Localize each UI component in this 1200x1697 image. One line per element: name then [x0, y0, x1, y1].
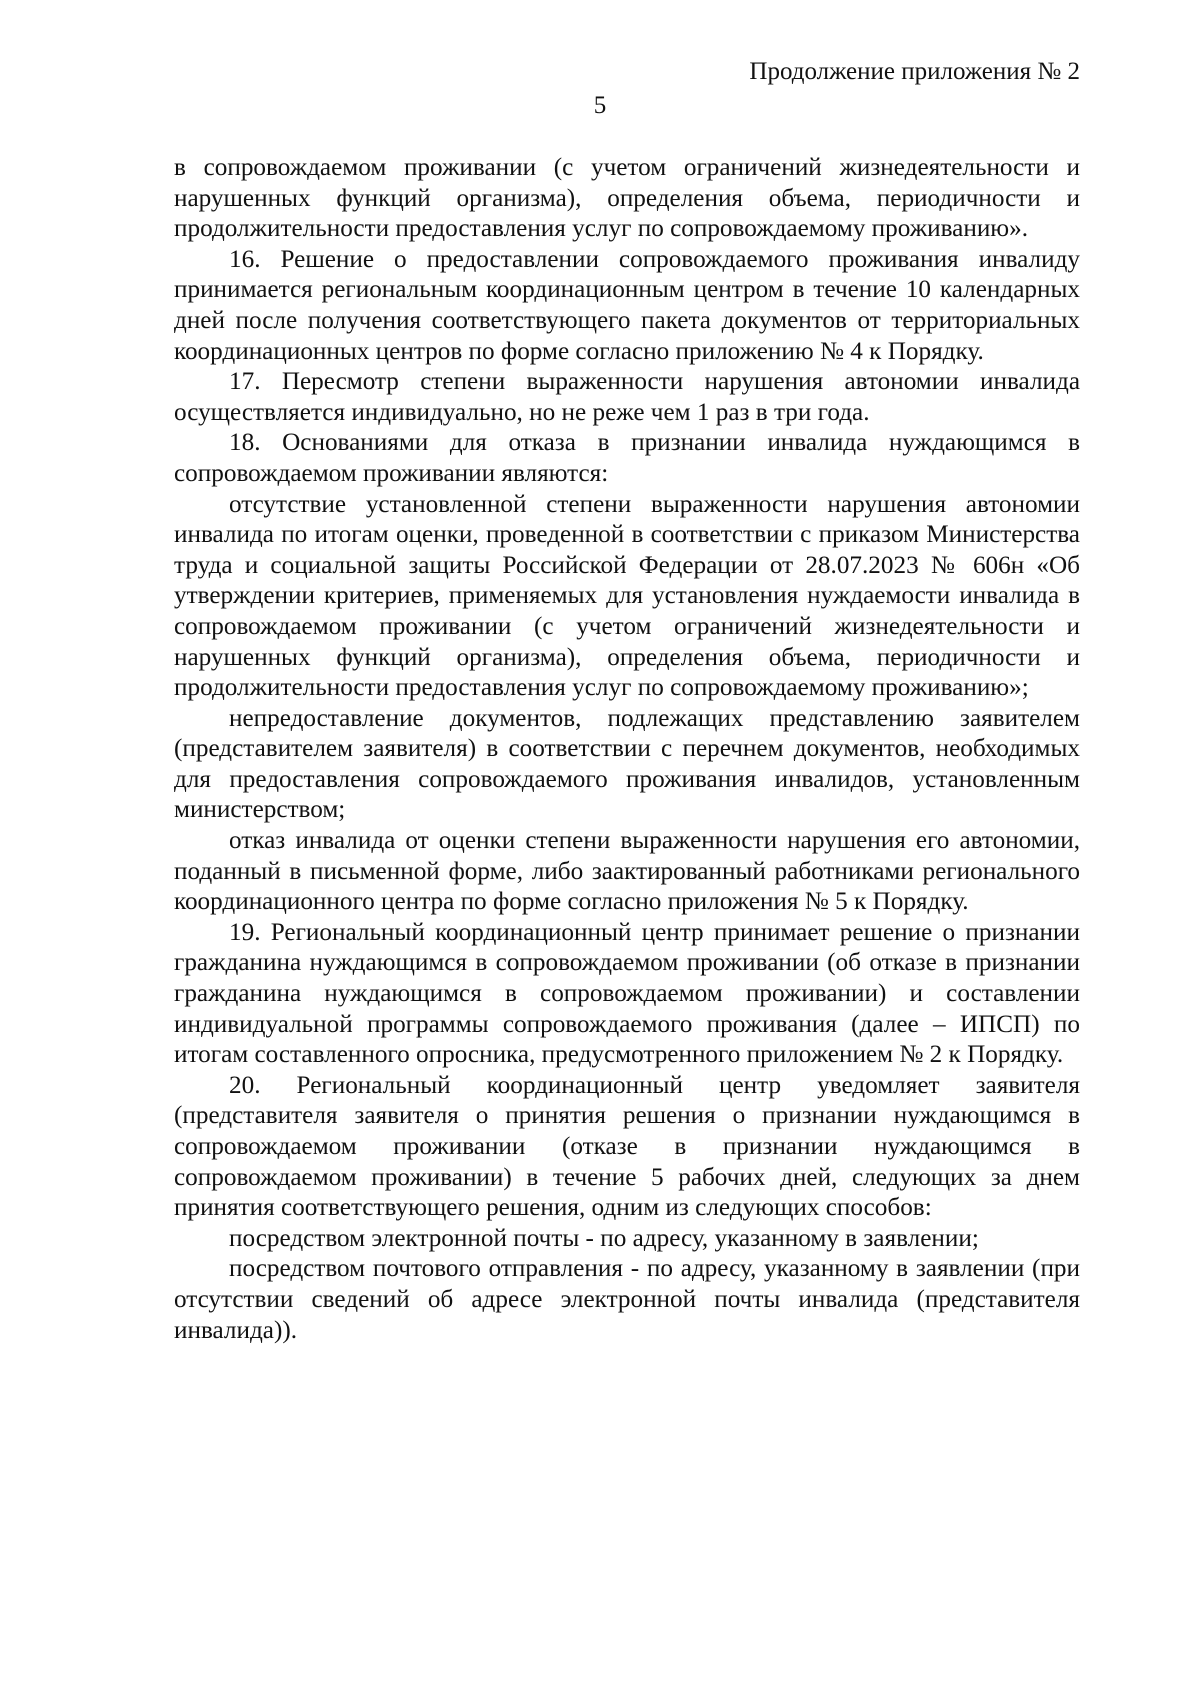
paragraph-refusal-ground-2: непредоставление документов, подлежащих представлению заявителем (представителем заявителя) в соответствии с перечнем документов, необходимых для предоставления сопровождаемого проживания инвалидов, установленным министерством; — [174, 704, 1080, 824]
paragraph-item-17: 17. Пересмотр степени выраженности нарушения автономии инвалида осуществляется индивидуально, но не реже чем 1 раз в три года. — [174, 368, 1080, 426]
page-number: 5 — [593, 92, 607, 119]
paragraph-item-16: 16. Решение о предоставлении сопровождаемого проживания инвалиду принимается региональным координационным центром в течение 10 календарных дней после получения соответствующего пакета документов от территориальных координационных центров по форме согласно приложению № 4 к Порядку. — [174, 245, 1080, 365]
paragraph-notify-method-email: посредством электронной почты - по адресу, указанному в заявлении; — [229, 1224, 979, 1252]
paragraph-item-20: 20. Региональный координационный центр уведомляет заявителя (представителя заявителя о принятия решения о признании нуждающимся в сопровождаемом проживании (отказе в признании нуждающимся в сопровождаемом проживании) в течение 5 рабочих дней, следующих за днем принятия соответствующего решения, одним из следующих способов: — [174, 1071, 1080, 1222]
document-body — [174, 153, 1080, 1346]
paragraph-refusal-ground-3: отказ инвалида от оценки степени выраженности нарушения его автономии, поданный в письменной форме, либо заактированный работниками регионального координационного центра по форме согласно приложения № 5 к Порядку. — [174, 827, 1080, 916]
appendix-continuation-note: Продолжение приложения № 2 — [749, 58, 1080, 85]
paragraph-refusal-ground-1: отсутствие установленной степени выраженности нарушения автономии инвалида по итогам оценки, проведенной в соответствии с приказом Министерства труда и социальной защиты Российской Федерации от 28.07.2023 № 606н «Об утверждении критериев, применяемых для установления нуждаемости инвалида в сопровождаемом проживании (с учетом ограничений жизнедеятельности и нарушенных функций организма), определения объема, периодичности и продолжительности предоставления услуг по сопровождаемому проживанию»; — [174, 490, 1080, 702]
paragraph-item-19: 19. Региональный координационный центр принимает решение о признании гражданина нуждающимся в сопровождаемом проживании (об отказе в признании гражданина нуждающимся в сопровождаемом проживании) и составлении индивидуальной программы сопровождаемого проживания (далее – ИПСП) по итогам составленного опросника, предусмотренного приложением № 2 к Порядку. — [174, 918, 1080, 1069]
paragraph-notify-method-post: посредством почтового отправления - по адресу, указанному в заявлении (при отсутствии сведений об адресе электронной почты инвалида (представителя инвалида)). — [174, 1255, 1080, 1344]
paragraph-continuation: в сопровождаемом проживании (с учетом ограничений жизнедеятельности и нарушенных функций организма), определения объема, периодичности и продолжительности предоставления услуг по сопровождаемому проживанию». — [174, 154, 1080, 243]
paragraph-item-18: 18. Основаниями для отказа в признании инвалида нуждающимся в сопровождаемом проживании являются: — [174, 429, 1080, 487]
